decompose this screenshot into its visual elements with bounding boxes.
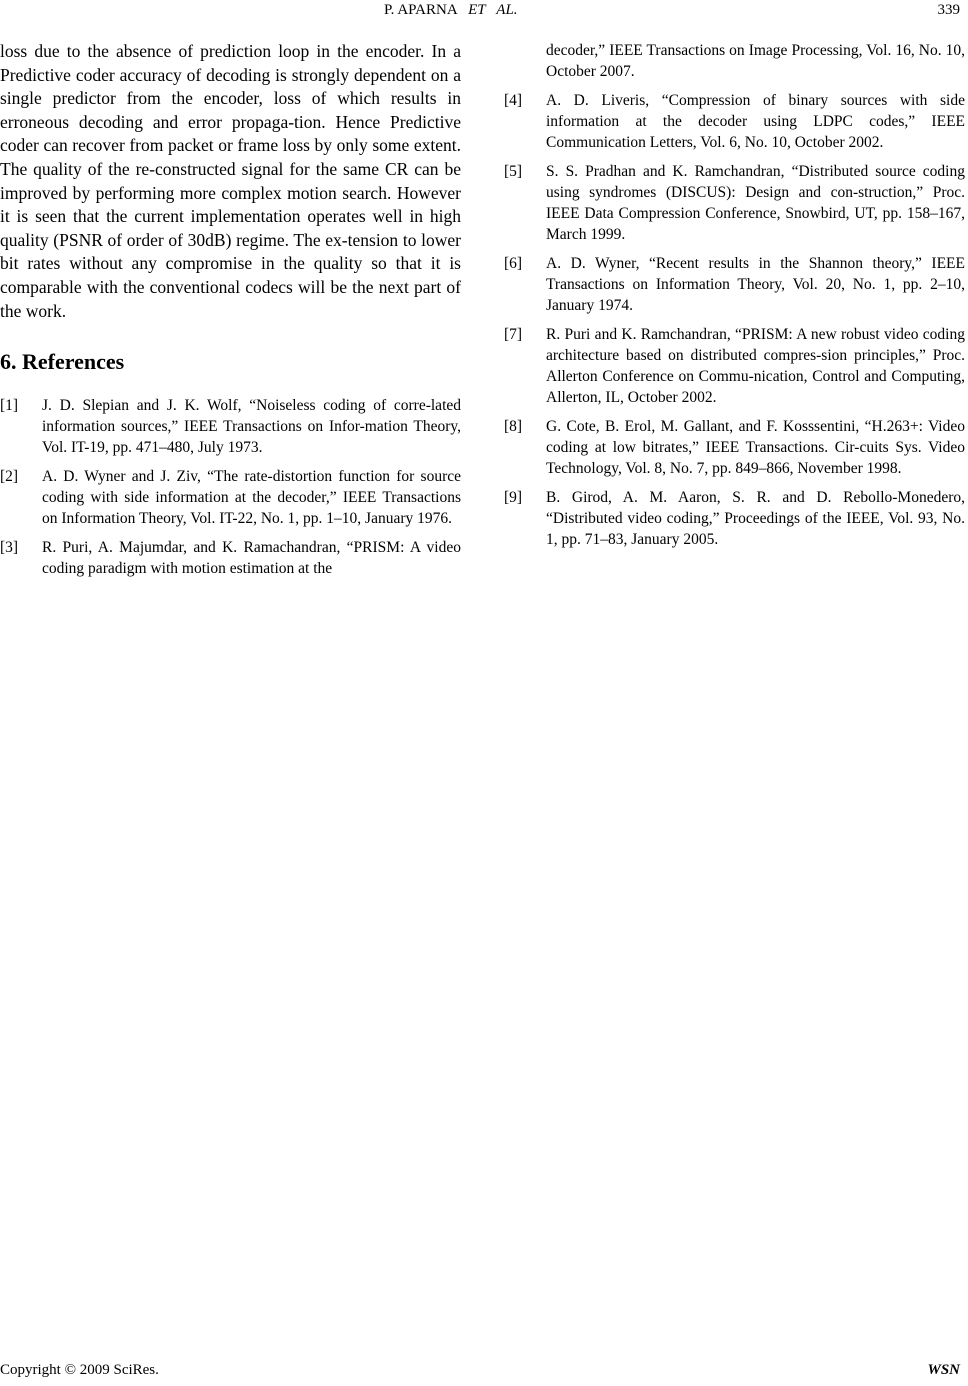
reference-number: [4] bbox=[504, 92, 523, 109]
reference-text: J. D. Slepian and J. K. Wolf, “Noiseless coding of corre-lated information sources,” IEEE Transactions on Infor-mation Theory, Vol. IT-19, pp. 471–480, July 1973. bbox=[42, 397, 461, 457]
reference-text: A. D. Liveris, “Compression of binary sources with side information at the decoder using LDPC codes,” IEEE Communication Letters, Vol. 6, No. 10, October 2002. bbox=[546, 92, 965, 151]
reference-text: A. D. Wyner, “Recent results in the Shannon theory,” IEEE Transactions on Information Theory, Vol. 20, No. 1, pp. 2–10, January 1974. bbox=[546, 255, 965, 314]
reference-item bbox=[0, 395, 461, 458]
reference-text: decoder,” IEEE Transactions on Image Processing, Vol. 16, No. 10, October 2007. bbox=[546, 42, 965, 80]
reference-number: [1] bbox=[0, 397, 19, 415]
reference-number: [3] bbox=[0, 539, 19, 557]
reference-continuation bbox=[504, 40, 965, 82]
reference-number: [2] bbox=[0, 468, 19, 486]
reference-number: [7] bbox=[504, 326, 523, 343]
reference-text: G. Cote, B. Erol, M. Gallant, and F. Kosssentini, “H.263+: Video coding at low bitrates,” IEEE Transactions. Cir-cuits Sys. Video Technology, Vol. 8, No. 7, pp. 849–866, November 1998. bbox=[546, 418, 965, 477]
reference-item bbox=[504, 161, 965, 245]
running-author: P. APARNA bbox=[384, 2, 457, 18]
reference-number: [8] bbox=[504, 418, 523, 435]
left-column bbox=[0, 40, 461, 587]
reference-item bbox=[504, 487, 965, 550]
reference-number: [6] bbox=[504, 255, 523, 272]
running-title bbox=[384, 2, 518, 19]
reference-text: R. Puri and K. Ramchandran, “PRISM: A new robust video coding architecture based on distributed compres-sion principles,” Proc. Allerton Conference on Commu-nication, Control and Computing, Allerton, IL, October 2002. bbox=[546, 326, 965, 406]
running-etal: ET AL. bbox=[468, 2, 518, 18]
body-paragraph: loss due to the absence of prediction loop in the encoder. In a Predictive coder accuracy of decoding is strongly dependent on a single predictor from the encoder, loss of which results in erroneous decoding and error propaga-tion. Hence Predictive coder can recover from packet or frame loss by only some extent. The quality of the re-constructed signal for the same CR can be improved by performing more complex motion search. However it is seen that the current implementation operates well in high quality (PSNR of order of 30dB) regime. The ex-tension to lower bit rates without any compromise in the quality so that it is comparable with the conventional codecs will be the next part of the work. bbox=[0, 41, 461, 321]
right-column bbox=[504, 40, 965, 558]
reference-text: A. D. Wyner and J. Ziv, “The rate-distortion function for source coding with side information at the decoder,” IEEE Transactions on Information Theory, Vol. IT-22, No. 1, pp. 1–10, January 1976. bbox=[42, 468, 461, 528]
page-footer bbox=[0, 1362, 968, 1382]
page-header bbox=[0, 2, 968, 24]
reference-text: B. Girod, A. M. Aaron, S. R. and D. Rebollo-Monedero, “Distributed video coding,” Proceedings of the IEEE, Vol. 93, No. 1, pp. 71–83, January 2005. bbox=[546, 489, 965, 548]
copyright-notice: Copyright © 2009 SciRes. bbox=[0, 1362, 159, 1378]
reference-item bbox=[0, 537, 461, 579]
reference-text: S. S. Pradhan and K. Ramchandran, “Distributed source coding using syndromes (DISCUS): Design and con-struction,” Proc. IEEE Data Compression Conference, Snowbird, UT, pp. 158–167, March 1999. bbox=[546, 163, 965, 243]
reference-item bbox=[504, 324, 965, 408]
page-number: 339 bbox=[937, 2, 960, 18]
references-heading: 6. References bbox=[0, 349, 125, 375]
reference-item bbox=[504, 416, 965, 479]
reference-item bbox=[504, 253, 965, 316]
reference-number: [5] bbox=[504, 163, 523, 180]
reference-number: [9] bbox=[504, 489, 523, 506]
reference-text: R. Puri, A. Majumdar, and K. Ramachandran, “PRISM: A video coding paradigm with motion estimation at the bbox=[42, 539, 461, 578]
journal-abbreviation: WSN bbox=[927, 1362, 960, 1378]
reference-item bbox=[504, 90, 965, 153]
reference-item bbox=[0, 466, 461, 529]
